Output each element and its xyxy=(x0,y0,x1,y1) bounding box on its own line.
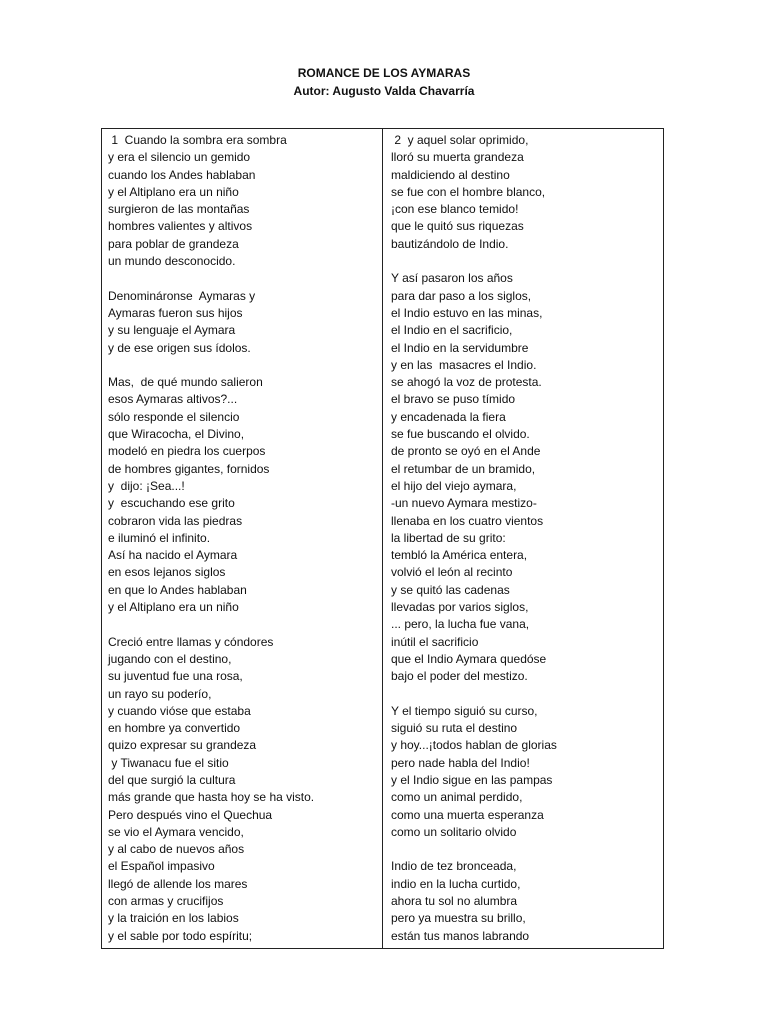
poem-line: el Indio en el sacrificio, xyxy=(391,323,513,338)
poem-line: están tus manos labrando xyxy=(391,928,530,943)
poem-line: ... pero, la lucha fue vana, xyxy=(391,617,530,632)
poem-line: Creció entre llamas y cóndores xyxy=(108,634,274,649)
poem-line: esos Aymaras altivos?... xyxy=(108,392,238,407)
poem-line: y escuchando ese grito xyxy=(108,496,235,511)
poem-line: indio en la lucha curtido, xyxy=(391,876,521,891)
poem-line: en esos lejanos siglos xyxy=(108,565,226,580)
poem-line: y se quitó las cadenas xyxy=(391,582,510,597)
poem-line: en que lo Andes hablaban xyxy=(108,582,247,597)
stanza-gap xyxy=(391,841,663,858)
poem-line: hombres valientes y altivos xyxy=(108,219,253,234)
poem-line: y en las masacres el Indio. xyxy=(391,357,537,372)
poem-title: ROMANCE DE LOS AYMARAS xyxy=(297,66,471,80)
poem-line: volvió el león al recinto xyxy=(391,565,513,580)
poem-line: para poblar de grandeza xyxy=(108,236,239,251)
poem-line: y era el silencio un gemido xyxy=(108,150,251,165)
poem-line: Denomináronse Aymaras y xyxy=(108,288,256,303)
poem-line: y de ese origen sus ídolos. xyxy=(108,340,251,355)
poem-line: se fue buscando el olvido. xyxy=(391,427,530,442)
poem-line: llevadas por varios siglos, xyxy=(391,600,529,615)
poem-author: Autor: Augusto Valda Chavarría xyxy=(293,84,475,98)
poem-line: para dar paso a los siglos, xyxy=(391,288,532,303)
poem-line: el Español impasivo xyxy=(108,859,215,874)
poem-line: Y el tiempo siguió su curso, xyxy=(391,703,538,718)
poem-line: y el Altiplano era un niño xyxy=(108,600,239,615)
poem-line: la libertad de su grito: xyxy=(391,530,506,545)
poem-line: y al cabo de nuevos años xyxy=(108,842,245,857)
poem-line: y dijo: ¡Sea...! xyxy=(108,478,185,493)
poem-line: que le quitó sus riquezas xyxy=(391,219,524,234)
poem-line: que Wiracocha, el Divino, xyxy=(108,427,245,442)
poem-line: el bravo se puso tímido xyxy=(391,392,516,407)
poem-line: de pronto se oyó en el Ande xyxy=(391,444,541,459)
stanza-gap xyxy=(391,253,663,270)
poem-line: llegó de allende los mares xyxy=(108,876,248,891)
poem-line: lloró su muerta grandeza xyxy=(391,150,524,165)
stanza-gap xyxy=(108,357,382,374)
poem-line: como una muerta esperanza xyxy=(391,807,544,822)
poem-line: y el Indio sigue en las pampas xyxy=(391,772,553,787)
poem-line: -un nuevo Aymara mestizo- xyxy=(391,496,537,511)
poem-line: Aymaras fueron sus hijos xyxy=(108,305,243,320)
poem-line: que el Indio Aymara quedóse xyxy=(391,651,547,666)
poem-line: se vio el Aymara vencido, xyxy=(108,824,244,839)
poem-line: cobraron vida las piedras xyxy=(108,513,243,528)
poem-line: bautizándolo de Indio. xyxy=(391,236,509,251)
poem-line: y el Altiplano era un niño xyxy=(108,184,239,199)
poem-line: el hijo del viejo aymara, xyxy=(391,478,517,493)
poem-line: un mundo desconocido. xyxy=(108,254,236,269)
poem-line: 2 y aquel solar oprimido, xyxy=(391,133,529,147)
poem-line: Pero después vino el Quechua xyxy=(108,807,273,822)
poem-line: cuando los Andes hablaban xyxy=(108,167,256,182)
poem-line: en hombre ya convertido xyxy=(108,721,241,736)
poem-line: e iluminó el infinito. xyxy=(108,530,211,545)
stanza-gap xyxy=(108,616,382,633)
poem-line: y su lenguaje el Aymara xyxy=(108,323,236,338)
poem-line: Mas, de qué mundo salieron xyxy=(108,375,263,390)
poem-column-right xyxy=(383,129,663,948)
poem-line: como un solitario olvido xyxy=(391,824,517,839)
poem-line: y cuando vióse que estaba xyxy=(108,703,251,718)
poem-line: jugando con el destino, xyxy=(108,651,232,666)
poem-line: el Indio estuvo en las minas, xyxy=(391,305,543,320)
poem-line: y hoy...¡todos hablan de glorias xyxy=(391,738,557,753)
poem-line: inútil el sacrificio xyxy=(391,634,479,649)
poem-line: un rayo su poderío, xyxy=(108,686,212,701)
poem-line: siguió su ruta el destino xyxy=(391,721,518,736)
poem-line: tembló la América entera, xyxy=(391,548,528,563)
poem-line: de hombres gigantes, fornidos xyxy=(108,461,270,476)
poem-table xyxy=(101,128,664,949)
poem-line: modeló en piedra los cuerpos xyxy=(108,444,266,459)
poem-line: pero nade habla del Indio! xyxy=(391,755,530,770)
poem-line: Y así pasaron los años xyxy=(391,271,513,286)
poem-line: el Indio en la servidumbre xyxy=(391,340,529,355)
poem-line: se ahogó la voz de protesta. xyxy=(391,375,542,390)
poem-line: ¡con ese blanco temido! xyxy=(391,202,519,217)
document-header xyxy=(0,64,768,100)
poem-line: el retumbar de un bramido, xyxy=(391,461,536,476)
poem-line: quizo expresar su grandeza xyxy=(108,738,257,753)
poem-line: maldiciendo al destino xyxy=(391,167,510,182)
poem-line: bajo el poder del mestizo. xyxy=(391,669,528,684)
poem-column-left xyxy=(102,129,383,948)
poem-line: sólo responde el silencio xyxy=(108,409,240,424)
poem-line: como un animal perdido, xyxy=(391,790,523,805)
poem-line: se fue con el hombre blanco, xyxy=(391,184,546,199)
poem-line: y encadenada la fiera xyxy=(391,409,506,424)
poem-line: del que surgió la cultura xyxy=(108,772,236,787)
poem-line: y Tiwanacu fue el sitio xyxy=(108,755,229,770)
poem-line: su juventud fue una rosa, xyxy=(108,669,243,684)
poem-line: ahora tu sol no alumbra xyxy=(391,894,518,909)
poem-line: y la traición en los labios xyxy=(108,911,239,926)
poem-line: más grande que hasta hoy se ha visto. xyxy=(108,790,315,805)
poem-line: llenaba en los cuatro vientos xyxy=(391,513,544,528)
poem-line: 1 Cuando la sombra era sombra xyxy=(108,133,287,147)
poem-line: con armas y crucifijos xyxy=(108,894,224,909)
poem-line: surgieron de las montañas xyxy=(108,202,250,217)
poem-line: pero ya muestra su brillo, xyxy=(391,911,526,926)
poem-line: Así ha nacido el Aymara xyxy=(108,548,238,563)
poem-line: y el sable por todo espíritu; xyxy=(108,928,253,943)
stanza-gap xyxy=(391,686,663,703)
poem-line: Indio de tez bronceada, xyxy=(391,859,517,874)
stanza-gap xyxy=(108,270,382,287)
